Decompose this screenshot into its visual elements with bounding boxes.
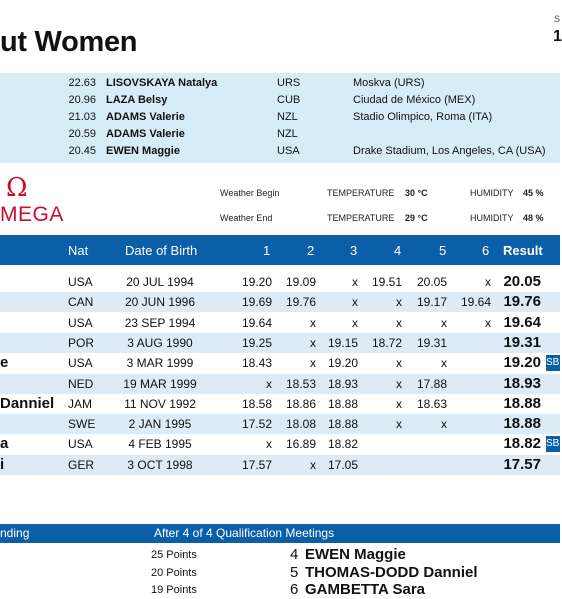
attempt-3: x xyxy=(352,295,358,310)
attempt-1: 18.43 xyxy=(241,356,272,371)
athlete-nat: CAN xyxy=(68,295,94,310)
header-attempt-5: 5 xyxy=(439,243,447,258)
athlete-nat: NED xyxy=(68,376,94,391)
corner-s-label: S xyxy=(554,14,561,24)
table-row xyxy=(0,353,560,373)
athlete-name: Danniel xyxy=(0,394,55,412)
humidity-label: HUMIDITY xyxy=(470,213,514,223)
result-mark: 20.05 xyxy=(503,273,541,290)
attempt-5: 20.05 xyxy=(416,275,447,289)
result-mark: 18.88 xyxy=(503,394,541,412)
record-name: ADAMS Valerie xyxy=(106,128,185,140)
record-nat: URS xyxy=(277,77,301,89)
athlete-nat: USA xyxy=(68,275,93,289)
omega-logo-icon: Ω xyxy=(6,173,28,203)
attempt-5: x xyxy=(441,417,447,432)
record-mark: 22.63 xyxy=(68,77,96,89)
attempt-4: 19.51 xyxy=(371,275,402,289)
attempt-1: 19.69 xyxy=(241,295,272,310)
temperature-label: TEMPERATURE xyxy=(327,188,395,198)
table-row xyxy=(0,333,560,353)
athlete-name: a xyxy=(0,435,9,453)
weather-begin-label: Weather Begin xyxy=(220,188,280,198)
attempt-3: 19.20 xyxy=(327,356,358,371)
attempt-2: x xyxy=(310,457,316,472)
record-row xyxy=(0,143,560,160)
attempt-1: x xyxy=(266,437,272,452)
table-row xyxy=(0,292,560,312)
attempt-5: 19.17 xyxy=(416,295,447,310)
table-row xyxy=(0,272,560,292)
attempt-5: x xyxy=(441,315,447,330)
weather-end-label: Weather End xyxy=(220,213,273,223)
begin-temperature: 30 °C xyxy=(405,188,428,198)
athlete-dob: 4 FEB 1995 xyxy=(128,437,192,452)
result-mark: 18.93 xyxy=(503,374,541,392)
attempt-1: 17.57 xyxy=(241,457,272,472)
attempt-1: 17.52 xyxy=(241,417,272,432)
attempt-2: 18.86 xyxy=(285,396,316,411)
header-attempt-1: 1 xyxy=(263,243,271,258)
attempt-4: x xyxy=(396,315,402,330)
athlete-dob: 19 MAR 1999 xyxy=(123,376,197,391)
attempt-2: 18.53 xyxy=(285,376,316,391)
header-attempt-3: 3 xyxy=(350,243,358,258)
athlete-nat: SWE xyxy=(68,417,96,432)
standing-row xyxy=(0,564,560,582)
record-row xyxy=(0,109,560,126)
record-nat: USA xyxy=(277,145,300,157)
attempt-1: x xyxy=(266,376,272,391)
athlete-dob: 3 OCT 1998 xyxy=(127,457,193,472)
result-mark: 19.20 xyxy=(503,354,541,372)
attempt-3: 18.93 xyxy=(327,376,358,391)
attempt-3: 18.88 xyxy=(327,396,358,411)
begin-humidity: 45 % xyxy=(523,188,544,198)
record-venue: Moskva (URS) xyxy=(353,77,425,89)
athlete-dob: 20 JUL 1994 xyxy=(126,275,194,289)
attempt-4: x xyxy=(396,417,402,432)
result-mark: 17.57 xyxy=(503,455,541,473)
attempt-2: 18.08 xyxy=(285,417,316,432)
season-best-badge: SB xyxy=(546,436,560,452)
standing-row xyxy=(0,546,560,564)
athlete-dob: 11 NOV 1992 xyxy=(124,396,196,411)
attempt-5: 18.63 xyxy=(416,396,447,411)
record-name: ADAMS Valerie xyxy=(106,111,185,123)
athlete-nat: USA xyxy=(68,437,93,452)
standing-rank: 6 xyxy=(290,581,299,598)
attempt-2: 19.76 xyxy=(285,295,316,310)
record-nat: CUB xyxy=(277,94,301,106)
table-row xyxy=(0,455,560,475)
header-attempt-2: 2 xyxy=(307,243,315,258)
result-mark: 19.31 xyxy=(503,333,541,351)
attempt-4: x xyxy=(396,396,402,411)
record-venue: Ciudad de México (MEX) xyxy=(353,94,476,106)
record-mark: 20.96 xyxy=(68,94,96,106)
standing-rank: 4 xyxy=(290,546,299,563)
header-result: Result xyxy=(503,243,543,258)
attempt-3: 18.88 xyxy=(327,417,358,432)
record-row xyxy=(0,92,560,109)
attempt-2: x xyxy=(310,335,316,350)
attempt-2: x xyxy=(310,315,316,330)
standings-after-label: After 4 of 4 Qualification Meetings xyxy=(154,526,335,540)
athlete-nat: USA xyxy=(68,356,93,371)
result-mark: 19.64 xyxy=(503,313,541,331)
header-attempt-6: 6 xyxy=(482,243,490,258)
record-mark: 20.59 xyxy=(68,128,96,140)
standing-name: GAMBETTA Sara xyxy=(305,581,426,598)
standing-row xyxy=(0,581,560,599)
athlete-dob: 23 SEP 1994 xyxy=(124,315,196,330)
season-best-badge: SB xyxy=(546,355,560,371)
page-title: ut Women xyxy=(0,26,138,58)
attempt-5: 19.31 xyxy=(416,335,447,350)
standings-bar xyxy=(0,524,560,543)
attempt-2: 19.09 xyxy=(285,275,316,289)
athlete-dob: 3 MAR 1999 xyxy=(126,356,194,371)
attempt-2: 16.89 xyxy=(285,437,316,452)
attempt-4: x xyxy=(396,376,402,391)
header-attempt-4: 4 xyxy=(394,243,402,258)
table-row xyxy=(0,414,560,434)
standing-name: EWEN Maggie xyxy=(305,546,406,563)
attempt-3: 18.82 xyxy=(327,437,358,452)
record-mark: 21.03 xyxy=(68,111,96,123)
end-humidity: 48 % xyxy=(523,213,544,223)
attempt-4: x xyxy=(396,295,402,310)
athlete-nat: POR xyxy=(68,335,95,350)
standing-name: THOMAS-DODD Danniel xyxy=(305,564,478,581)
athlete-dob: 2 JAN 1995 xyxy=(128,417,192,432)
attempt-6: 19.64 xyxy=(460,295,491,310)
attempt-1: 19.25 xyxy=(241,335,272,350)
record-nat: NZL xyxy=(277,111,298,123)
header-nat: Nat xyxy=(68,243,89,258)
humidity-label: HUMIDITY xyxy=(470,188,514,198)
record-name: EWEN Maggie xyxy=(106,145,180,157)
attempt-1: 19.20 xyxy=(241,275,272,289)
omega-logo-text: MEGA xyxy=(0,203,64,226)
standing-points: 19 Points xyxy=(151,584,197,596)
attempt-3: x xyxy=(352,315,358,330)
temperature-label: TEMPERATURE xyxy=(327,213,395,223)
corner-number: 1 xyxy=(553,28,562,45)
record-venue: Drake Stadium, Los Angeles, CA (USA) xyxy=(353,145,546,157)
table-row xyxy=(0,434,560,454)
athlete-name: e xyxy=(0,354,9,372)
result-mark: 19.76 xyxy=(503,293,541,311)
table-row xyxy=(0,394,560,414)
record-row xyxy=(0,126,560,143)
attempt-5: x xyxy=(441,356,447,371)
record-name: LISOVSKAYA Natalya xyxy=(106,77,218,89)
record-name: LAZA Belsy xyxy=(106,94,168,106)
athlete-nat: JAM xyxy=(68,396,92,411)
attempt-2: x xyxy=(310,356,316,371)
standing-rank: 5 xyxy=(290,564,299,581)
attempt-3: 17.05 xyxy=(327,457,358,472)
end-temperature: 29 °C xyxy=(405,213,428,223)
standing-points: 20 Points xyxy=(151,567,197,579)
athlete-dob: 20 JUN 1996 xyxy=(124,295,196,310)
attempt-3: 19.15 xyxy=(327,335,358,350)
table-row xyxy=(0,374,560,394)
athlete-dob: 3 AUG 1990 xyxy=(127,335,193,350)
table-row xyxy=(0,313,560,333)
record-nat: NZL xyxy=(277,128,298,140)
attempt-3: x xyxy=(352,275,358,289)
attempt-4: 18.72 xyxy=(371,335,402,350)
results-table-header xyxy=(0,235,560,265)
records-panel xyxy=(0,73,560,163)
attempt-1: 19.64 xyxy=(241,315,272,330)
athlete-nat: USA xyxy=(68,315,93,330)
athlete-name: i xyxy=(0,455,5,473)
result-mark: 18.82 xyxy=(503,435,541,453)
record-row xyxy=(0,75,560,92)
header-dob: Date of Birth xyxy=(125,243,198,258)
attempt-4: x xyxy=(396,356,402,371)
result-mark: 18.88 xyxy=(503,415,541,433)
attempt-5: 17.88 xyxy=(416,376,447,391)
standings-label: nding xyxy=(0,526,30,540)
attempt-1: 18.58 xyxy=(241,396,272,411)
athlete-nat: GER xyxy=(68,457,95,472)
attempt-6: x xyxy=(485,275,491,289)
attempt-6: x xyxy=(485,315,491,330)
standing-points: 25 Points xyxy=(151,549,197,561)
record-mark: 20.45 xyxy=(68,145,96,157)
record-venue: Stadio Olimpico, Roma (ITA) xyxy=(353,111,493,123)
